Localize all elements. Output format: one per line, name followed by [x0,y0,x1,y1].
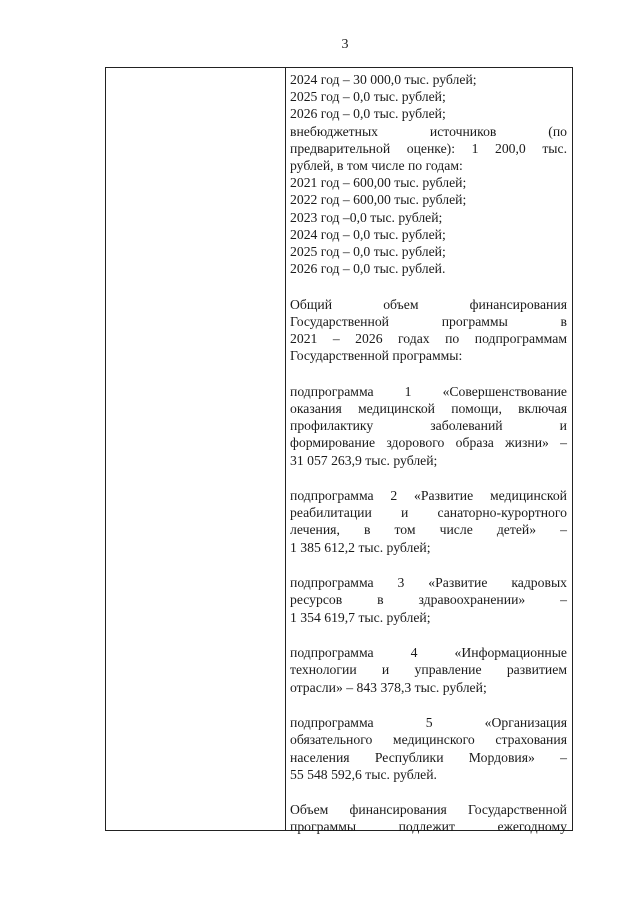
year-line: 2023 год –0,0 тыс. рублей; [290,209,443,225]
funding-line: 2026 год – 0,0 тыс. рублей; [290,106,446,122]
extrabudget-line: внебюджетных источников (по [290,123,567,139]
total-line: Государственной программы в [290,313,567,329]
paragraph-gap [290,277,567,295]
subprogram-1-line: оказания медицинской помощи, включая [290,400,567,416]
funding-line: 2025 год – 0,0 тыс. рублей; [290,89,446,105]
subprogram-1-line: 31 057 263,9 тыс. рублей; [290,452,438,468]
financing-text-cell [290,71,567,836]
year-line: 2026 год – 0,0 тыс. рублей. [290,261,446,277]
paragraph-gap [290,783,567,801]
extrabudget-line: рублей, в том числе по годам: [290,157,463,173]
total-line: 2021 – 2026 годах по подпрограммам [290,331,567,347]
subprogram-2-line: реабилитации и санаторно-курортного [290,505,567,521]
total-line: Общий объем финансирования [290,296,567,312]
year-line: 2025 год – 0,0 тыс. рублей; [290,243,446,259]
subprogram-5-line: обязательного медицинского страхования [290,732,567,748]
subprogram-2-line: подпрограмма 2 «Развитие медицинской [290,488,567,504]
subprogram-3-line: 1 354 619,7 тыс. рублей; [290,609,431,625]
column-divider [285,68,286,830]
year-line: 2022 год – 600,00 тыс. рублей; [290,192,467,208]
subprogram-4-line: отрасли» – 843 378,3 тыс. рублей; [290,679,487,695]
subprogram-5-line: подпрограмма 5 «Организация [290,715,567,731]
paragraph-gap [290,469,567,487]
subprogram-3-line: ресурсов в здравоохранении» – [290,592,567,608]
subprogram-2-line: 1 385 612,2 тыс. рублей; [290,539,431,555]
paragraph-gap [290,626,567,644]
extrabudget-line: предварительной оценке): 1 200,0 тыс. [290,140,567,156]
paragraph-gap [290,556,567,574]
paragraph-gap [290,696,567,714]
subprogram-3-line: подпрограмма 3 «Развитие кадровых [290,575,567,591]
subprogram-4-line: подпрограмма 4 «Информационные [290,645,567,661]
closing-line: Объем финансирования Государственной [290,802,567,818]
year-line: 2021 год – 600,00 тыс. рублей; [290,175,467,191]
paragraph-gap [290,364,567,382]
page-number: 3 [341,37,349,52]
closing-line: программы подлежит ежегодному [290,819,567,835]
subprogram-1-line: формирование здорового образа жизни» – [290,435,567,451]
subprogram-5-line: населения Республики Мордовия» – [290,749,567,765]
subprogram-4-line: технологии и управление развитием [290,662,567,678]
subprogram-2-line: лечения, в том числе детей» – [290,522,567,538]
funding-line: 2024 год – 30 000,0 тыс. рублей; [290,72,477,87]
year-line: 2024 год – 0,0 тыс. рублей; [290,226,446,242]
subprogram-1-line: подпрограмма 1 «Совершенствование [290,383,567,399]
subprogram-1-line: профилактику заболеваний и [290,418,567,434]
total-line: Государственной программы: [290,348,463,364]
subprogram-5-line: 55 548 592,6 тыс. рублей. [290,766,437,782]
